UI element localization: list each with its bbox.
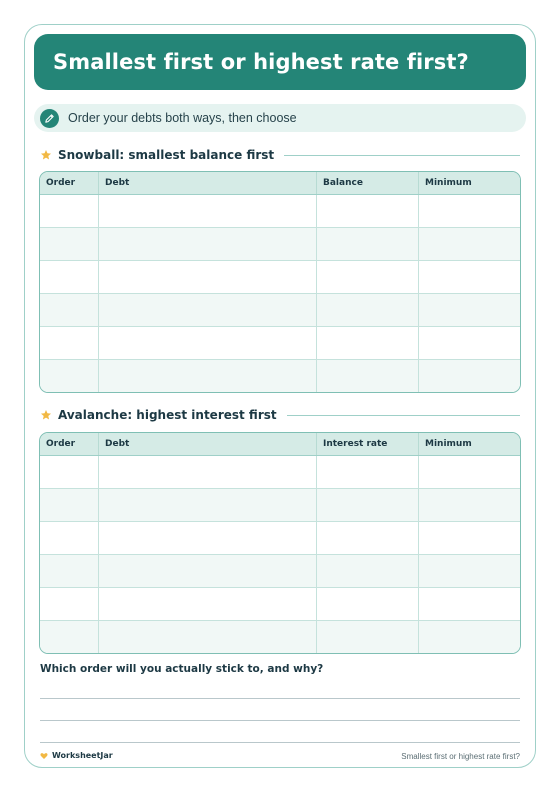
snowball-heading-label: Snowball: smallest balance first: [58, 148, 275, 162]
debt-cell[interactable]: [98, 360, 316, 392]
avalanche-table: [39, 432, 521, 654]
answer-line[interactable]: [40, 698, 520, 699]
footer-brand: [40, 751, 113, 760]
debt-cell[interactable]: [98, 621, 316, 653]
debt-cell[interactable]: [98, 195, 316, 227]
table-row: [40, 521, 520, 554]
minimum-cell[interactable]: [418, 489, 520, 521]
star-icon: [40, 409, 52, 421]
minimum-cell[interactable]: [418, 555, 520, 587]
interest-rate-cell[interactable]: [316, 522, 418, 554]
table-header: [40, 172, 520, 194]
order-cell[interactable]: [40, 522, 98, 554]
answer-line[interactable]: [40, 720, 520, 721]
table-row: [40, 194, 520, 227]
table-row: [40, 554, 520, 587]
interest-rate-cell[interactable]: [316, 555, 418, 587]
order-cell[interactable]: [40, 294, 98, 326]
order-cell[interactable]: [40, 228, 98, 260]
instruction-text: Order your debts both ways, then choose: [68, 111, 297, 125]
minimum-cell[interactable]: [418, 360, 520, 392]
order-cell[interactable]: [40, 489, 98, 521]
heading-rule: [284, 155, 520, 156]
reflection-question: Which order will you actually stick to, and why?: [40, 663, 324, 675]
table-row: [40, 359, 520, 392]
column-header: Balance: [316, 172, 418, 194]
order-cell[interactable]: [40, 456, 98, 488]
balance-cell[interactable]: [316, 195, 418, 227]
table-row: [40, 326, 520, 359]
balance-cell[interactable]: [316, 294, 418, 326]
pencil-icon: [40, 109, 59, 128]
page-frame: [24, 24, 536, 768]
debt-cell[interactable]: [98, 327, 316, 359]
debt-cell[interactable]: [98, 588, 316, 620]
balance-cell[interactable]: [316, 360, 418, 392]
column-header: Minimum: [418, 433, 520, 455]
balance-cell[interactable]: [316, 228, 418, 260]
order-cell[interactable]: [40, 588, 98, 620]
interest-rate-cell[interactable]: [316, 588, 418, 620]
minimum-cell[interactable]: [418, 228, 520, 260]
minimum-cell[interactable]: [418, 522, 520, 554]
balance-cell[interactable]: [316, 261, 418, 293]
order-cell[interactable]: [40, 555, 98, 587]
debt-cell[interactable]: [98, 456, 316, 488]
table-row: [40, 455, 520, 488]
table-row: [40, 620, 520, 653]
snowball-table: [39, 171, 521, 393]
column-header: Order: [46, 439, 76, 449]
heart-icon: [40, 752, 48, 760]
table-row: [40, 488, 520, 521]
table-header: [40, 433, 520, 455]
minimum-cell[interactable]: [418, 294, 520, 326]
instruction-bar: [34, 104, 526, 132]
column-header: Debt: [98, 433, 316, 455]
table-row: [40, 293, 520, 326]
table-row: [40, 260, 520, 293]
interest-rate-cell[interactable]: [316, 621, 418, 653]
order-cell[interactable]: [40, 261, 98, 293]
debt-cell[interactable]: [98, 228, 316, 260]
avalanche-heading-label: Avalanche: highest interest first: [58, 408, 277, 422]
debt-cell[interactable]: [98, 294, 316, 326]
interest-rate-cell[interactable]: [316, 456, 418, 488]
balance-cell[interactable]: [316, 327, 418, 359]
table-row: [40, 227, 520, 260]
table-row: [40, 587, 520, 620]
minimum-cell[interactable]: [418, 588, 520, 620]
minimum-cell[interactable]: [418, 621, 520, 653]
minimum-cell[interactable]: [418, 327, 520, 359]
page-title: Smallest first or highest rate first?: [53, 50, 469, 74]
minimum-cell[interactable]: [418, 456, 520, 488]
title-banner: [34, 34, 526, 90]
column-header: Minimum: [418, 172, 520, 194]
order-cell[interactable]: [40, 360, 98, 392]
answer-line[interactable]: [40, 742, 520, 743]
debt-cell[interactable]: [98, 555, 316, 587]
heading-rule: [287, 415, 520, 416]
debt-cell[interactable]: [98, 261, 316, 293]
avalanche-heading: [40, 407, 520, 423]
order-cell[interactable]: [40, 195, 98, 227]
interest-rate-cell[interactable]: [316, 489, 418, 521]
column-header: Debt: [98, 172, 316, 194]
minimum-cell[interactable]: [418, 195, 520, 227]
column-header: Order: [46, 178, 76, 188]
order-cell[interactable]: [40, 621, 98, 653]
column-header: Interest rate: [316, 433, 418, 455]
minimum-cell[interactable]: [418, 261, 520, 293]
footer-page-title: Smallest first or highest rate first?: [401, 752, 520, 761]
debt-cell[interactable]: [98, 489, 316, 521]
debt-cell[interactable]: [98, 522, 316, 554]
star-icon: [40, 149, 52, 161]
order-cell[interactable]: [40, 327, 98, 359]
snowball-heading: [40, 147, 520, 163]
brand-name: WorksheetJar: [52, 751, 113, 760]
